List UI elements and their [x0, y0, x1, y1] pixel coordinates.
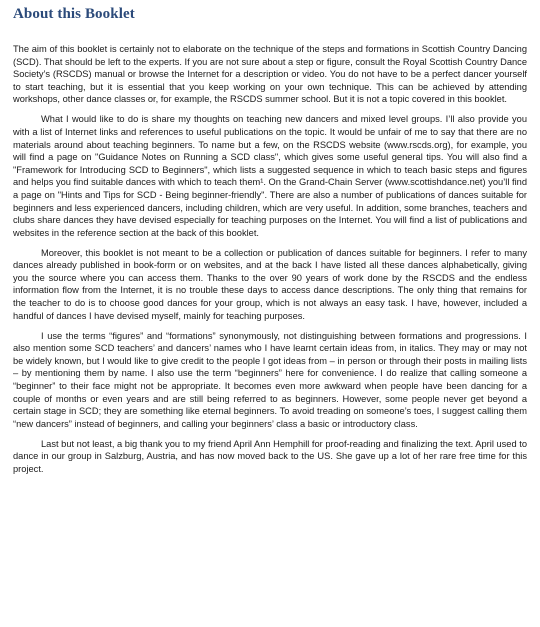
paragraph-thoughts: What I would like to do is share my thoughts on teaching new dancers and mixed level groups. I’ll also provide you with a list of Internet links and references to useful publications on the topic. It would be unfair of me to say that there are no materials around about teaching beginners. To name but a few, on the RSCDS website (www.rscds.org), for example, you will find a page on "Guidance Notes on Running a SCD class", which gives some useful general tips. You will also find a "Framework for Introducing SCD to Beginners", which lists a suggested sequence in which to teach basic steps and figures and helps you find suitable dances with which to teach them¹. On the Grand-Chain Server (www.scottishdance.net) you’ll find a page on "Hints and Tips for SCD - Being beginner-friendly". There are also a number of publications of dances suitable for beginners and less experienced dancers, including children, which are very useful. In addition, some branches, teachers and clubs share dances they have devised especially for teaching purposes on the Internet. You will find a list of publications and websites in the reference section at the back of this booklet.	[13, 114, 527, 238]
paragraph-aim: The aim of this booklet is certainly not to elaborate on the technique of the steps and formations in Scottish Country Dancing (SCD). That should be left to the experts. If you are not sure about a step or figure, consult the Royal Scottish Country Dance Society’s (RSCDS) manual or browse the Internet for a description or video. You do not have to be a perfect dancer yourself to start teaching, but it is essential that you keep working on your own technique. This can be achieved by attending workshops, other dance classes or, for example, the RSCDS summer school. But it is not a topic covered in this booklet.	[13, 44, 527, 105]
paragraph-terms: I use the terms “figures” and “formations” synonymously, not distinguishing between formations and progressions. I also mention some SCD teachers’ and dancers’ names who I have learnt certain ideas from, in italics. They may or may not be widely known, but I would like to give credit to the people I got ideas from – in person or through their posts in mailing lists – by mentioning them by name. I also use the term “beginners” here for convenience. I do realize that calling someone a “beginner” to their face might not be appropriate. It becomes even more awkward when people have been dancing for a couple of months or even years and are still being referred to as beginners. However, some people never get beyond a certain stage in SCD; they are something like eternal beginners. To avoid treading on someone’s toes, I suggest calling them “new dancers” instead of beginners, and calling your beginners’ class a basic or introductory class.	[13, 330, 527, 429]
page-title: About this Booklet	[13, 6, 135, 22]
paragraph-thanks: Last but not least, a big thank you to my friend April Ann Hemphill for proof-reading and finalizing the text. April used to dance in our group in Salzburg, Austria, and has now moved back to the US. She gave up a lot of her rare free time for this project.	[13, 438, 527, 474]
paragraph-not-collection: Moreover, this booklet is not meant to be a collection or publication of dances suitable for beginners. I refer to many dances already published in book-form or on websites, and at the back I have listed all these dances alphabetically, giving you the source where you can access them. Thanks to the over 90 years of work done by the RSCDS and the endless information flow from the Internet, it is no trouble these days to access dance descriptions. The only thing that remains for the teacher to do is to choose good dances for your group, which is not always an easy task. I have, however, included a handful of dances I have devised myself, mainly for teaching purposes.	[13, 247, 527, 321]
